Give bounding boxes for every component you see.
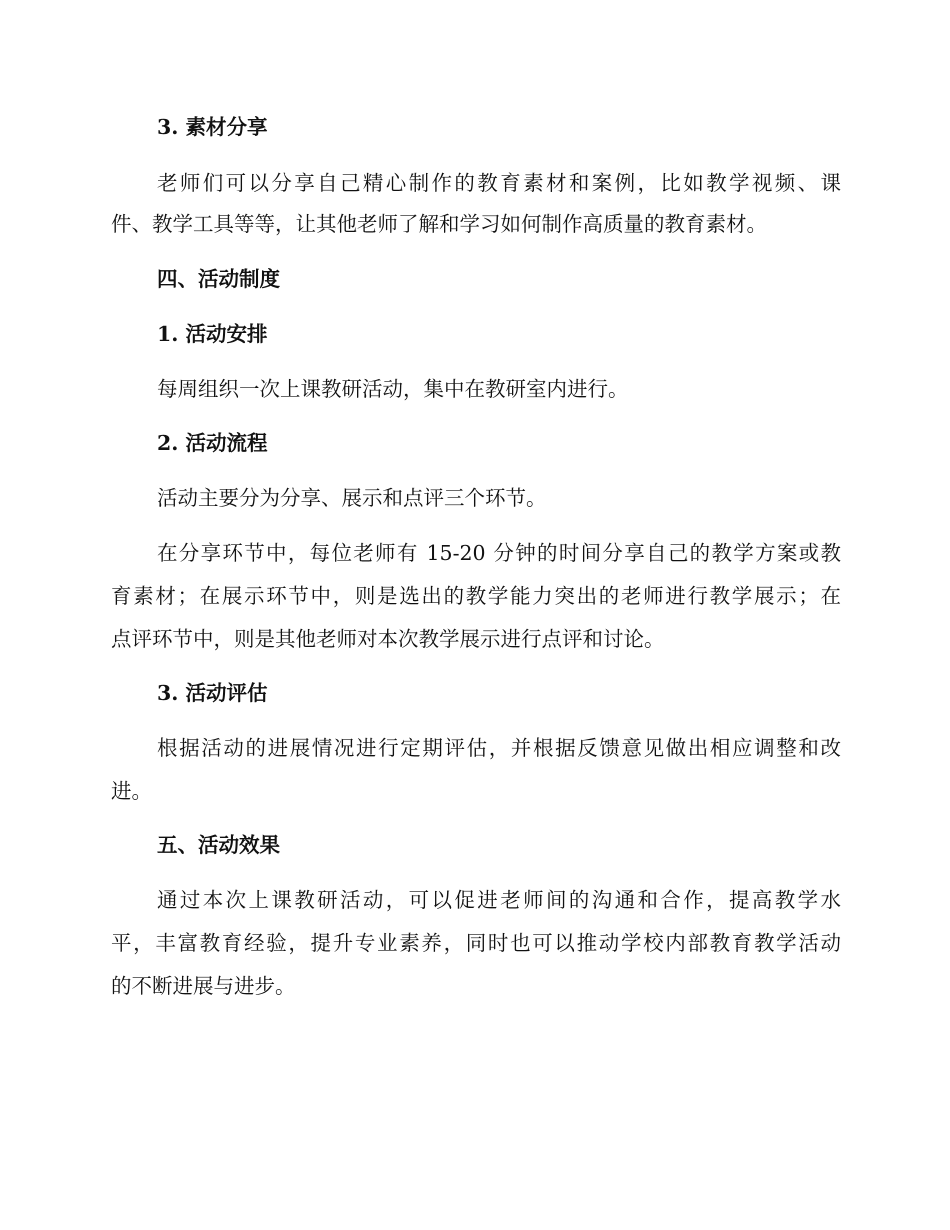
- subheading-activity-arrangement: 1. 活动安排: [157, 322, 268, 346]
- section-heading-materials-sharing: 3. 素材分享: [157, 115, 268, 139]
- paragraph-line: 每周组织一次上课教研活动，集中在教研室内进行。: [157, 377, 629, 401]
- paragraph-line: 的不断进展与进步。: [111, 974, 296, 998]
- paragraph-line: 进。: [111, 779, 152, 803]
- paragraph-line: 育素材；在展示环节中，则是选出的教学能力突出的老师进行教学展示；在: [111, 584, 841, 608]
- subheading-activity-evaluation: 3. 活动评估: [157, 681, 268, 705]
- subheading-activity-process: 2. 活动流程: [157, 431, 268, 455]
- paragraph-line: 老师们可以分享自己精心制作的教育素材和案例，比如教学视频、课: [157, 171, 841, 195]
- paragraph-line: 通过本次上课教研活动，可以促进老师间的沟通和合作，提高教学水: [157, 888, 841, 912]
- paragraph-line: 平，丰富教育经验，提升专业素养，同时也可以推动学校内部教育教学活动: [111, 931, 841, 955]
- section-heading-activity-system: 四、活动制度: [157, 267, 280, 291]
- section-heading-activity-effects: 五、活动效果: [157, 833, 280, 857]
- paragraph-line: 活动主要分为分享、展示和点评三个环节。: [157, 486, 547, 510]
- paragraph-line: 根据活动的进展情况进行定期评估，并根据反馈意见做出相应调整和改: [157, 736, 841, 760]
- paragraph-line: 在分享环节中，每位老师有 15-20 分钟的时间分享自己的教学方案或教: [157, 541, 841, 565]
- paragraph-line: 件、教学工具等等，让其他老师了解和学习如何制作高质量的教育素材。: [111, 212, 767, 236]
- paragraph-line: 点评环节中，则是其他老师对本次教学展示进行点评和讨论。: [111, 627, 665, 651]
